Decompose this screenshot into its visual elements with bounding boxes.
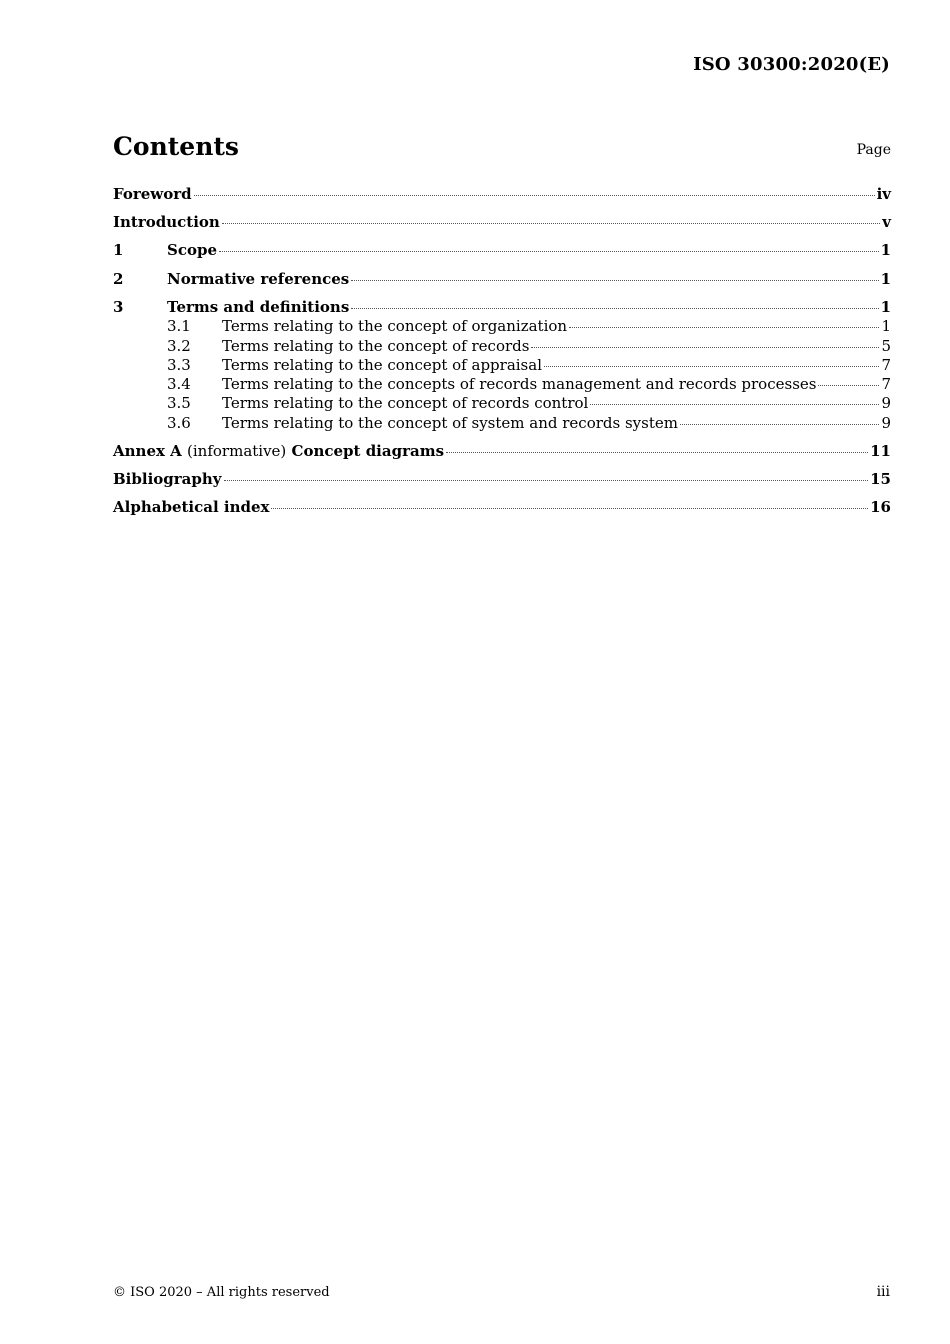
footer-page-number: iii: [876, 1284, 890, 1300]
toc-subentry-3-3[interactable]: [113, 356, 891, 375]
annex-qualifier: (informative): [187, 442, 287, 461]
toc-entry-terms-and-definitions[interactable]: [113, 298, 891, 318]
toc-subentry-page: 5: [881, 336, 891, 355]
toc-entry-title: Introduction: [113, 213, 220, 232]
toc-subentry-title: Terms relating to the concept of organization: [222, 317, 568, 336]
document-id: ISO 30300:2020(E): [693, 54, 890, 75]
dot-leader: [351, 280, 878, 281]
toc-subentry-number: 3.1: [167, 317, 191, 336]
toc-subentry-number: 3.5: [167, 394, 191, 413]
toc-subentry-3-5[interactable]: [113, 394, 891, 413]
toc-subentry-page: 1: [881, 317, 891, 336]
toc-entry-number: 2: [113, 269, 124, 288]
toc-subentry-number: 3.6: [167, 413, 191, 432]
toc-entry-number: 1: [113, 241, 124, 260]
toc-entry-foreword[interactable]: [113, 185, 891, 205]
toc-entry-normative-references[interactable]: [113, 270, 891, 290]
dot-leader: [569, 327, 879, 328]
contents-header: [113, 132, 891, 164]
toc-entry-page: 16: [870, 498, 891, 517]
toc-entry-title: Bibliography: [113, 470, 222, 489]
dot-leader: [446, 452, 868, 453]
annex-label: Annex A: [113, 442, 182, 461]
toc-entry-bibliography[interactable]: [113, 470, 891, 490]
page-column-label: Page: [856, 142, 891, 158]
dot-leader: [531, 347, 879, 348]
dot-leader: [194, 195, 875, 196]
toc-entry-page: v: [882, 213, 891, 232]
annex-title: Concept diagrams: [291, 442, 445, 461]
toc-entry-title: Terms and definitions: [167, 297, 350, 316]
toc-subentry-title: Terms relating to the concept of records control: [222, 394, 589, 413]
toc-entry-title: Foreword: [113, 185, 192, 203]
dot-leader: [222, 223, 880, 224]
toc-entry-page: 15: [870, 470, 891, 489]
contents-title: Contents: [113, 132, 240, 161]
toc-entry-title: Alphabetical index: [113, 498, 270, 517]
toc-entry-title: Normative references: [167, 269, 350, 288]
toc-subentry-page: 7: [881, 355, 891, 374]
toc-subentry-number: 3.2: [167, 336, 191, 355]
toc-subentry-3-4[interactable]: [113, 375, 891, 394]
table-of-contents: [113, 185, 891, 527]
toc-entry-page: 1: [880, 269, 891, 288]
toc-entry-number: 3: [113, 297, 124, 316]
toc-entry-introduction[interactable]: [113, 213, 891, 233]
toc-subentry-3-2[interactable]: [113, 337, 891, 356]
toc-subentry-title: Terms relating to the concept of appraisal: [222, 355, 542, 374]
toc-subentry-title: Terms relating to the concept of system and records system: [222, 413, 678, 432]
toc-subentry-number: 3.4: [167, 375, 191, 394]
footer-copyright: © ISO 2020 – All rights reserved: [113, 1285, 330, 1300]
dot-leader: [224, 480, 869, 481]
toc-entry-page: 1: [880, 297, 891, 316]
toc-entry-page: 1: [880, 241, 891, 260]
toc-entry-title: Scope: [167, 241, 218, 260]
dot-leader: [818, 385, 879, 386]
toc-subentry-page: 9: [881, 394, 891, 413]
toc-subentry-3-1[interactable]: [113, 317, 891, 336]
toc-entry-page: iv: [876, 185, 891, 203]
toc-subentry-3-6[interactable]: [113, 414, 891, 433]
toc-entry-page: 11: [870, 442, 891, 461]
toc-subentry-page: 7: [881, 375, 891, 394]
toc-entry-alphabetical-index[interactable]: [113, 498, 891, 518]
toc-subentry-page: 9: [881, 413, 891, 432]
dot-leader: [219, 251, 879, 252]
dot-leader: [544, 366, 879, 367]
toc-subentry-number: 3.3: [167, 355, 191, 374]
toc-entry-annex-a[interactable]: [113, 442, 891, 462]
dot-leader: [680, 424, 879, 425]
dot-leader: [590, 404, 879, 405]
toc-subentry-title: Terms relating to the concepts of records management and records processes: [222, 375, 817, 394]
toc-subentry-title: Terms relating to the concept of records: [222, 336, 530, 355]
dot-leader: [271, 508, 868, 509]
dot-leader: [351, 308, 878, 309]
toc-entry-scope[interactable]: [113, 241, 891, 261]
toc-entry-title: [113, 442, 444, 462]
